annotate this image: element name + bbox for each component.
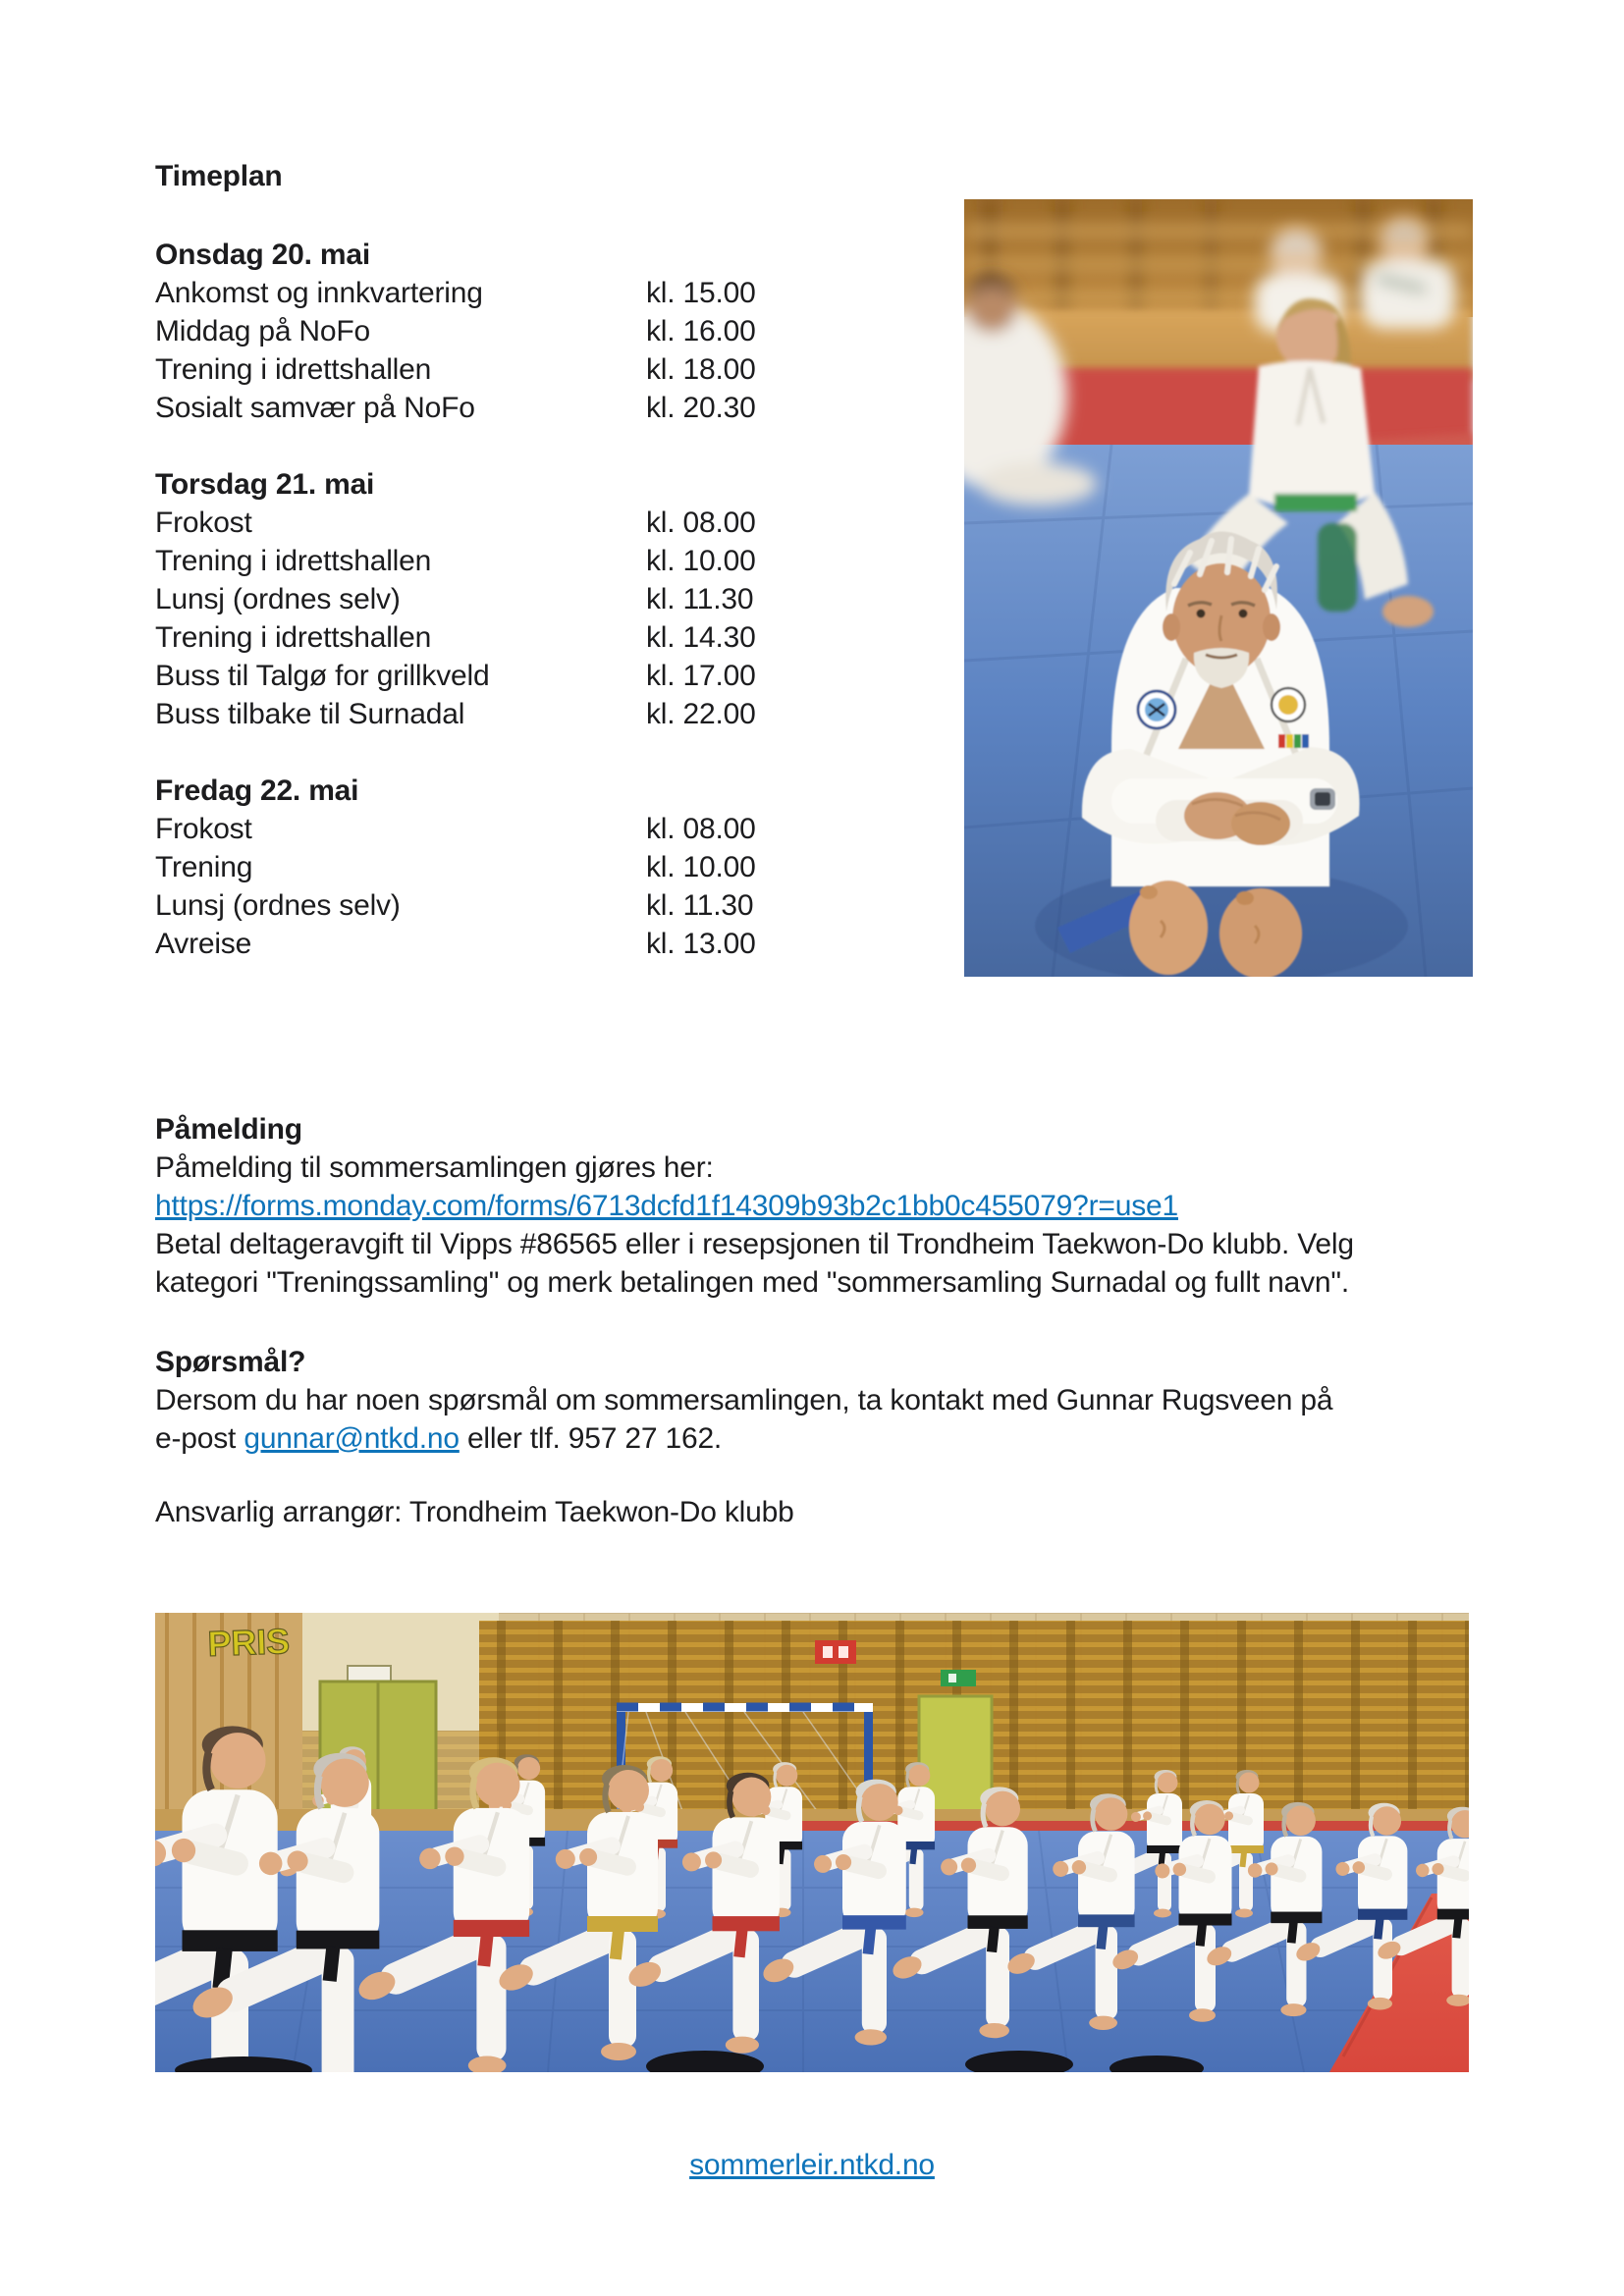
activity-label: Buss tilbake til Surnadal xyxy=(155,698,465,730)
schedule-row xyxy=(155,312,941,350)
day-heading: Fredag 22. mai xyxy=(155,774,359,807)
time-value: kl. 18.00 xyxy=(646,353,756,386)
footer xyxy=(0,2146,1624,2184)
registration-intro: Påmelding til sommersamlingen gjøres her: xyxy=(155,1151,714,1184)
registration-heading: Påmelding xyxy=(155,1113,302,1146)
activity-label: Middag på NoFo xyxy=(155,315,370,347)
time-value: kl. 10.00 xyxy=(646,851,756,883)
registration-section xyxy=(155,1110,1530,1302)
activity-label: Trening i idrettshallen xyxy=(155,353,432,386)
activity-label: Lunsj (ordnes selv) xyxy=(155,889,401,922)
time-value: kl. 20.30 xyxy=(646,392,756,424)
activity-label: Buss til Talgø for grillkveld xyxy=(155,660,490,692)
activity-label: Trening i idrettshallen xyxy=(155,621,432,654)
activity-label: Ankomst og innkvartering xyxy=(155,277,483,309)
schedule-day-friday xyxy=(155,772,941,963)
schedule-day-wednesday xyxy=(155,236,941,427)
schedule-row xyxy=(155,695,941,733)
time-value: kl. 13.00 xyxy=(646,928,756,960)
schedule-row xyxy=(155,657,941,695)
activity-label: Trening xyxy=(155,851,253,883)
group-training-photo xyxy=(155,1613,1469,2072)
exit-sign xyxy=(941,1670,976,1686)
schedule-row xyxy=(155,810,941,848)
time-value: kl. 11.30 xyxy=(646,583,754,615)
time-value: kl. 22.00 xyxy=(646,698,756,730)
page-title: Timeplan xyxy=(155,160,283,192)
schedule-row xyxy=(155,504,941,542)
schedule-day-thursday xyxy=(155,465,941,733)
schedule-row xyxy=(155,274,941,312)
schedule-row xyxy=(155,925,941,963)
schedule-row xyxy=(155,886,941,925)
seated-practitioner-illustration xyxy=(964,199,1473,977)
footer-site-link[interactable]: sommerleir.ntkd.no xyxy=(689,2149,935,2181)
seated-practitioner-photo xyxy=(964,199,1473,977)
time-value: kl. 11.30 xyxy=(646,889,754,922)
schedule-row xyxy=(155,848,941,886)
schedule-row xyxy=(155,542,941,580)
pris-sign-text: PRIS xyxy=(206,1621,291,1664)
time-value: kl. 16.00 xyxy=(646,315,756,347)
organizer-line: Ansvarlig arrangør: Trondheim Taekwon-Do klubb xyxy=(155,1496,794,1528)
phone-suffix: eller tlf. 957 27 162. xyxy=(459,1422,723,1455)
schedule-row xyxy=(155,580,941,618)
activity-label: Sosialt samvær på NoFo xyxy=(155,392,475,424)
schedule-row xyxy=(155,618,941,657)
time-value: kl. 17.00 xyxy=(646,660,756,692)
email-link[interactable]: gunnar@ntkd.no xyxy=(244,1422,460,1455)
time-value: kl. 08.00 xyxy=(646,813,756,845)
questions-heading: Spørsmål? xyxy=(155,1346,306,1378)
schedule-row xyxy=(155,389,941,427)
schedule-row xyxy=(155,350,941,389)
time-value: kl. 14.30 xyxy=(646,621,756,654)
day-heading: Onsdag 20. mai xyxy=(155,239,370,271)
questions-section xyxy=(155,1343,1530,1458)
fire-sign xyxy=(815,1640,856,1664)
activity-label: Avreise xyxy=(155,928,252,960)
questions-line2 xyxy=(155,1419,1530,1458)
time-value: kl. 15.00 xyxy=(646,277,756,309)
day-heading: Torsdag 21. mai xyxy=(155,468,375,501)
time-value: kl. 10.00 xyxy=(646,545,756,577)
activity-label: Frokost xyxy=(155,507,252,539)
questions-line1: Dersom du har noen spørsmål om sommersamlingen, ta kontakt med Gunnar Rugsveen på xyxy=(155,1384,1333,1416)
activity-label: Lunsj (ordnes selv) xyxy=(155,583,401,615)
time-value: kl. 08.00 xyxy=(646,507,756,539)
activity-label: Trening i idrettshallen xyxy=(155,545,432,577)
email-prefix: e-post xyxy=(155,1422,244,1455)
registration-form-link[interactable]: https://forms.monday.com/forms/6713dcfd1f14309b93b2c1bb0c455079?r=use1 xyxy=(155,1190,1178,1222)
group-training-illustration xyxy=(155,1613,1469,2072)
activity-label: Frokost xyxy=(155,813,252,845)
payment-instructions-line1: Betal deltageravgift til Vipps #86565 eller i resepsjonen til Trondheim Taekwon-Do klubb. Velg xyxy=(155,1228,1354,1260)
payment-instructions-line2: kategori "Treningssamling" og merk betalingen med "sommersamling Surnadal og fullt navn". xyxy=(155,1266,1349,1299)
